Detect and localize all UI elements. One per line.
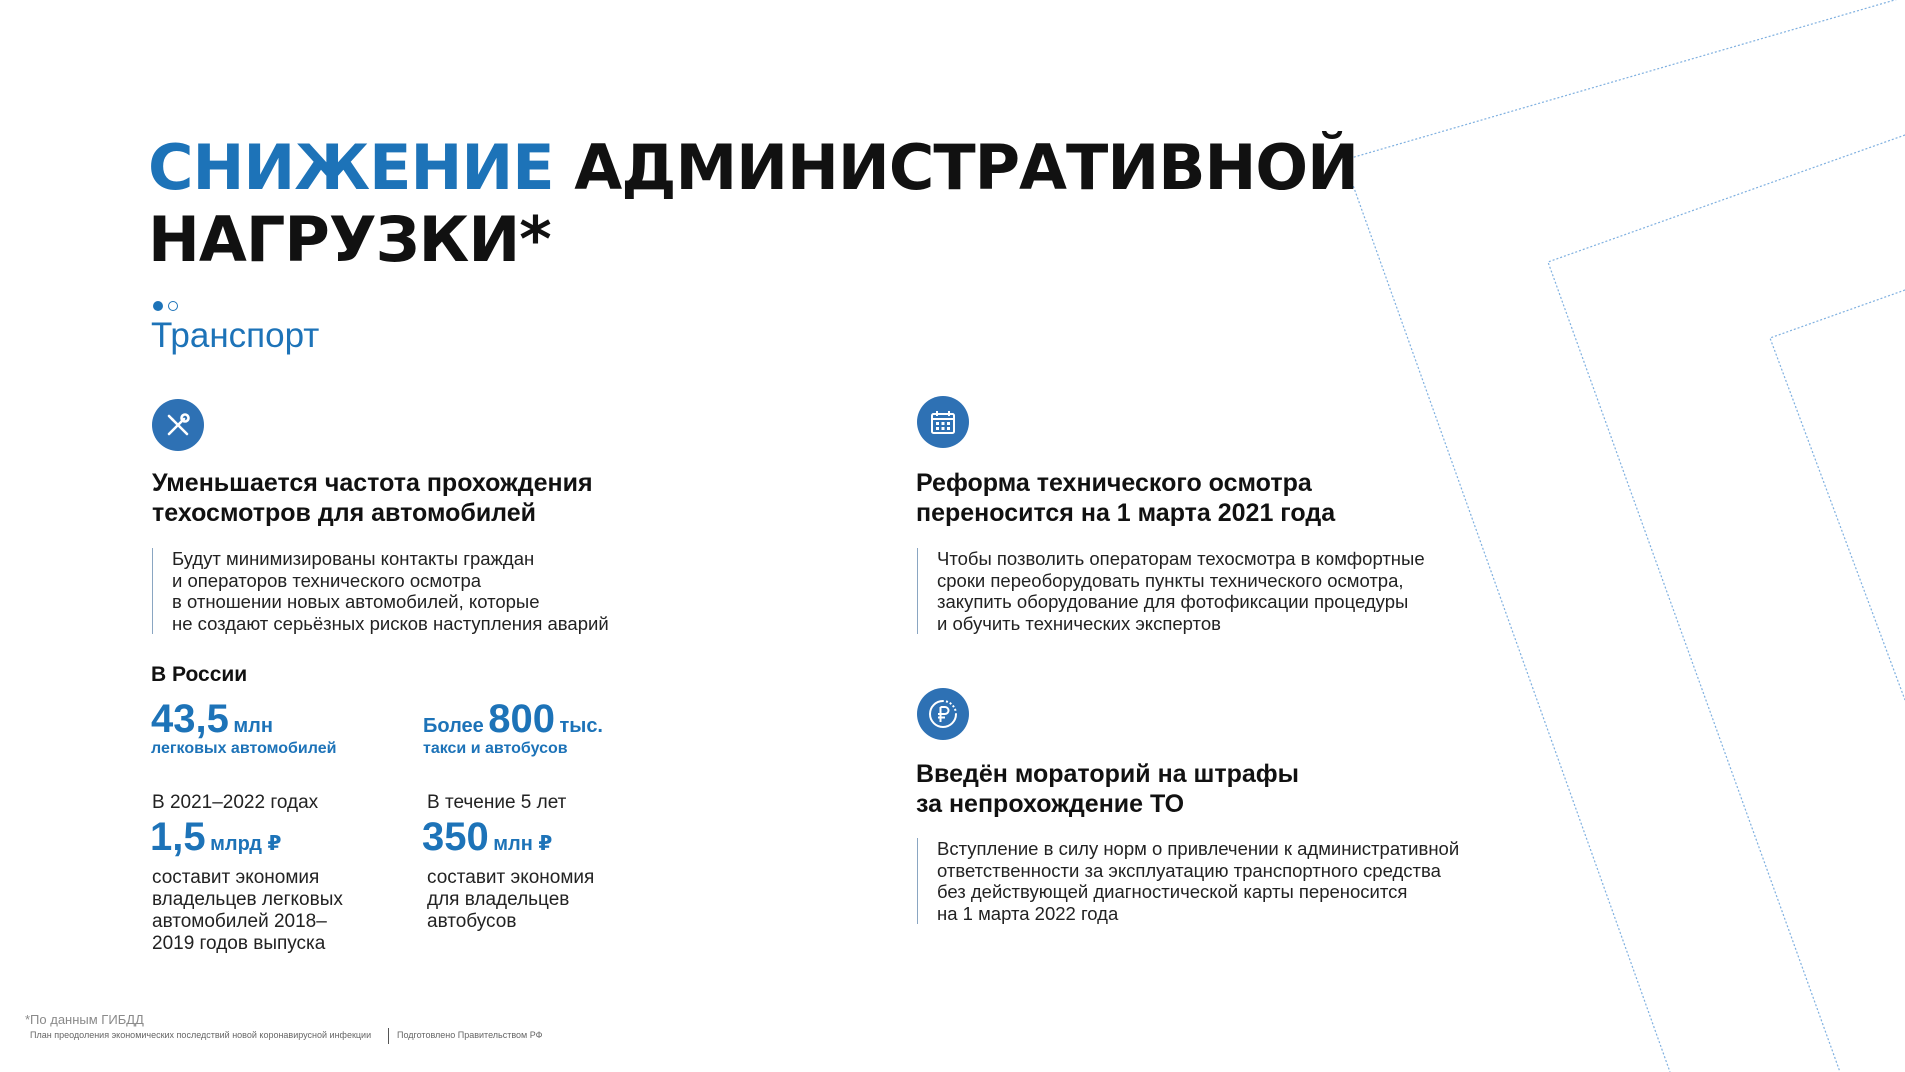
text-line: закупить оборудование для фотофиксации процедуры	[937, 591, 1409, 612]
text-line: на 1 марта 2022 года	[937, 902, 1119, 924]
text-line: для владельцев	[427, 889, 570, 910]
footer-left: План преодоления экономических последствий новой коронавирусной инфекции	[30, 1030, 372, 1040]
right-block-2-heading	[916, 759, 1299, 819]
savings-text-2	[427, 867, 594, 933]
right-block-2-text	[917, 838, 1459, 924]
title-line1: АДМИНИСТРАТИВНОЙ	[574, 131, 1358, 204]
page-title	[148, 132, 1358, 276]
taxis-value: 800	[488, 697, 555, 741]
text-line: составит экономия	[427, 867, 595, 888]
savings-unit-1: млрд ₽	[210, 833, 282, 855]
heading-line: переносится на 1 марта 2021 года	[916, 499, 1336, 527]
title-line2: НАГРУЗКИ*	[148, 203, 551, 276]
cars-stat	[151, 697, 273, 742]
footer-divider	[388, 1028, 389, 1044]
tools-icon	[152, 399, 204, 451]
section-subtitle: Транспорт	[151, 316, 320, 355]
text-line: и обучить технических экспертов	[937, 612, 1221, 634]
text-line: автомобилей 2018–	[152, 911, 327, 932]
right-block-1-heading	[916, 468, 1335, 528]
heading-line: Введён мораторий на штрафы	[916, 760, 1299, 788]
savings-value-1: 1,5	[150, 815, 206, 859]
pager-dot-active	[153, 301, 163, 311]
footer-right: Подготовлено Правительством РФ	[397, 1030, 543, 1040]
text-line: ответственности за эксплуатацию транспортного средства	[937, 859, 1441, 881]
heading-line: Уменьшается частота прохождения	[152, 469, 593, 497]
text-line: Будут минимизированы контакты граждан	[172, 548, 535, 569]
right-block-1-text	[917, 548, 1425, 634]
in-russia-label: В России	[151, 663, 248, 686]
text-line: автобусов	[427, 911, 517, 932]
text-line: без действующей диагностической карты переносится	[937, 881, 1408, 902]
taxis-stat	[423, 697, 603, 742]
ruble-clock-icon	[917, 688, 969, 740]
savings-stat-1	[150, 815, 281, 860]
heading-line: Реформа технического осмотра	[916, 469, 1312, 497]
cars-unit: млн	[233, 715, 273, 737]
taxis-unit: тыс.	[559, 715, 603, 737]
pager-dots	[153, 301, 178, 311]
savings-unit-2: млн ₽	[493, 833, 553, 855]
savings-period-2: В течение 5 лет	[427, 792, 567, 813]
text-line: Вступление в силу норм о привлечении к административной	[937, 838, 1460, 859]
savings-period-1: В 2021–2022 годах	[152, 792, 319, 813]
text-line: и операторов технического осмотра	[172, 569, 482, 591]
heading-line: техосмотров для автомобилей	[152, 499, 537, 527]
footnote: *По данным ГИБДД	[25, 1012, 144, 1027]
text-line: 2019 годов выпуска	[152, 933, 326, 954]
text-line: сроки переоборудовать пункты технического осмотра,	[937, 569, 1404, 591]
left-block-text	[152, 548, 609, 634]
text-line: владельцев легковых	[152, 889, 343, 910]
text-line: Чтобы позволить операторам техосмотра в комфортные	[937, 548, 1425, 569]
pager-dot-inactive	[168, 301, 178, 311]
savings-text-1	[152, 867, 343, 955]
title-accent: СНИЖЕНИЕ	[148, 131, 554, 204]
taxis-caption: такси и автобусов	[423, 740, 568, 757]
left-block-heading	[152, 468, 593, 528]
text-line: в отношении новых автомобилей, которые	[172, 591, 540, 612]
savings-stat-2	[422, 815, 552, 860]
cars-value: 43,5	[151, 697, 229, 741]
text-line: составит экономия	[152, 867, 320, 888]
savings-value-2: 350	[422, 815, 489, 859]
taxis-prefix: Более	[423, 715, 484, 737]
calendar-icon	[917, 396, 969, 448]
heading-line: за непрохождение ТО	[916, 790, 1185, 818]
cars-caption: легковых автомобилей	[151, 740, 337, 757]
text-line: не создают серьёзных рисков наступления аварий	[172, 612, 609, 634]
